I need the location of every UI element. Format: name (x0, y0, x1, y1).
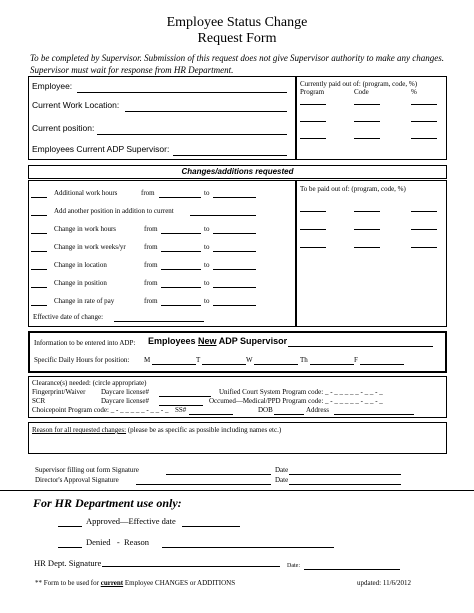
from-field-4[interactable] (161, 251, 201, 252)
new-paid-code-2[interactable] (354, 229, 380, 230)
to-label-6: to (204, 279, 210, 287)
check-rate-of-pay[interactable] (31, 305, 47, 306)
to-label-7: to (204, 297, 210, 305)
denied-label: Denied - Reason (86, 537, 150, 547)
unified-court-system[interactable]: Unified Court System Program code: _ - _ _ _ _ _ - _ _ - _ (219, 388, 383, 396)
from-label-7: from (144, 297, 158, 305)
from-field-3[interactable] (161, 233, 201, 234)
hr-date-label: Date: (287, 563, 300, 569)
footer-note: ** Form to be used for current Employee CHANGES or ADDITIONS (35, 579, 236, 587)
new-paid-code-1[interactable] (354, 211, 380, 212)
paid-code-2[interactable] (354, 121, 380, 122)
to-label-5: to (204, 261, 210, 269)
to-field-4[interactable] (213, 251, 256, 252)
paid-pct-1[interactable] (411, 104, 437, 105)
from-label-1: from (141, 189, 155, 197)
program-col: Program (300, 88, 325, 96)
director-signature-field[interactable] (136, 484, 271, 485)
ssn-label: SS# (175, 406, 187, 414)
intro-text: To be completed by Supervisor. Submission of this request does not give Supervisor authority to make any changes. Supervisor must wait for response from HR Department. (30, 53, 445, 75)
denied-check[interactable] (58, 547, 82, 548)
employee-label: Employee: (32, 81, 73, 91)
daycare-license-1[interactable]: Daycare license# (101, 388, 149, 396)
daycare-license-2[interactable]: Daycare license# (101, 397, 149, 405)
change-label-7: Change in rate of pay (54, 297, 115, 305)
position-field[interactable] (97, 134, 287, 135)
adp-new-supervisor-field[interactable] (288, 346, 433, 347)
effective-date-hr-field[interactable] (182, 526, 240, 527)
change-label-6: Change in position (54, 279, 107, 287)
day-friday: F (354, 356, 358, 364)
from-label-3: from (144, 225, 158, 233)
divider (0, 490, 474, 491)
to-field-5[interactable] (213, 269, 256, 270)
paid-out-label: Currently paid out of: (program, code, %) (300, 80, 418, 88)
percent-col: % (411, 88, 417, 96)
reason-label: Reason for all requested changes: (please be as specific as possible including names etc.) (32, 426, 282, 434)
fingerprint-waiver[interactable]: Fingerprint/Waiver (32, 388, 86, 396)
change-label-4: Change in work weeks/yr (54, 243, 126, 251)
paid-program-3[interactable] (300, 138, 326, 139)
daycare-license-1-field[interactable] (159, 396, 211, 397)
check-add-position[interactable] (31, 215, 47, 216)
day-monday: M (144, 356, 151, 364)
wednesday-hours[interactable] (254, 364, 298, 365)
tuesday-hours[interactable] (202, 364, 246, 365)
day-wednesday: W (246, 356, 253, 364)
check-work-hours[interactable] (31, 233, 47, 234)
supervisor-date-label: Date (275, 466, 289, 474)
change-label-1: Additional work hours (54, 189, 118, 197)
approved-label: Approved—Effective date (86, 516, 176, 526)
supervisor-signature-label: Supervisor filling out form Signature (35, 466, 139, 474)
employee-info-box (28, 76, 296, 160)
change-label-2: Add another position in addition to current (54, 207, 174, 215)
check-position[interactable] (31, 287, 47, 288)
check-additional-hours[interactable] (31, 197, 47, 198)
code-col: Code (354, 88, 369, 96)
paid-out-box (296, 76, 447, 160)
new-paid-program-2[interactable] (300, 229, 326, 230)
day-tuesday: T (196, 356, 201, 364)
from-field-6[interactable] (161, 287, 201, 288)
to-be-paid-box (296, 180, 447, 327)
form-subtitle: Request Form (197, 31, 277, 46)
adp-supervisor-field[interactable] (173, 155, 287, 156)
new-paid-pct-3[interactable] (411, 247, 437, 248)
updated-date: updated: 11/6/2012 (357, 579, 411, 587)
hours-label: Specific Daily Hours for position: (34, 356, 130, 364)
director-date-field[interactable] (289, 484, 401, 485)
dob-field[interactable] (274, 414, 304, 415)
address-field[interactable] (334, 414, 414, 415)
form-title: Employee Status Change (166, 15, 308, 30)
new-paid-program-3[interactable] (300, 247, 326, 248)
denied-reason-field[interactable] (162, 547, 334, 548)
thursday-hours[interactable] (310, 364, 354, 365)
from-label-5: from (144, 261, 158, 269)
check-location[interactable] (31, 269, 47, 270)
change-label-5: Change in location (54, 261, 107, 269)
effective-date-label: Effective date of change: (33, 313, 104, 321)
paid-program-2[interactable] (300, 121, 326, 122)
work-location-field[interactable] (125, 111, 287, 112)
director-date-label: Date (275, 476, 289, 484)
supervisor-date-field[interactable] (289, 474, 401, 475)
choicepoint[interactable]: Choicepoint Program code: _ - _ _ _ _ _ - _ _ - _ (32, 406, 169, 414)
clearance-box (28, 376, 447, 418)
from-field-1[interactable] (159, 197, 201, 198)
scr[interactable]: SCR (32, 397, 46, 405)
paid-program-1[interactable] (300, 104, 326, 105)
adp-prefix: Information to be entered into ADP: (34, 339, 136, 347)
from-field-5[interactable] (161, 269, 201, 270)
new-paid-pct-2[interactable] (411, 229, 437, 230)
day-thursday: Th (300, 356, 308, 364)
to-label-4: to (204, 243, 210, 251)
monday-hours[interactable] (152, 364, 196, 365)
paid-code-3[interactable] (354, 138, 380, 139)
hr-signature-label: HR Dept. Signature (34, 558, 102, 568)
hr-header: For HR Department use only: (33, 496, 182, 510)
paid-code-1[interactable] (354, 104, 380, 105)
friday-hours[interactable] (360, 364, 404, 365)
clearance-header: Clearance(s) needed: (circle appropriate) (32, 379, 147, 387)
to-field-6[interactable] (213, 287, 256, 288)
to-label-1: to (204, 189, 210, 197)
add-position-field[interactable] (190, 215, 256, 216)
hr-date-field[interactable] (304, 569, 400, 570)
adp-box (28, 331, 447, 373)
dob-label: DOB (258, 406, 273, 414)
to-be-paid-label: To be paid out of: (program, code, %) (300, 185, 406, 193)
effective-date-field[interactable] (114, 321, 204, 322)
position-label: Current position: (32, 123, 95, 133)
change-label-3: Change in work hours (54, 225, 117, 233)
reason-box[interactable] (28, 422, 447, 454)
director-signature-label: Director's Approval Signature (35, 476, 119, 484)
to-label-3: to (204, 225, 210, 233)
adp-supervisor-label: Employees Current ADP Supervisor: (32, 144, 170, 154)
hr-signature-field[interactable] (102, 566, 280, 567)
check-work-weeks[interactable] (31, 251, 47, 252)
new-paid-pct-1[interactable] (411, 211, 437, 212)
to-field-1[interactable] (213, 197, 256, 198)
from-label-6: from (144, 279, 158, 287)
address-label: Address (306, 406, 329, 414)
employee-field[interactable] (77, 92, 287, 93)
from-label-4: from (144, 243, 158, 251)
new-paid-program-1[interactable] (300, 211, 326, 212)
paid-pct-3[interactable] (411, 138, 437, 139)
to-field-3[interactable] (213, 233, 256, 234)
approved-check[interactable] (58, 526, 82, 527)
from-field-7[interactable] (161, 305, 201, 306)
paid-pct-2[interactable] (411, 121, 437, 122)
work-location-label: Current Work Location: (32, 100, 120, 110)
changes-header: Changes/additions requested (28, 165, 447, 179)
new-paid-code-3[interactable] (354, 247, 380, 248)
adp-new-supervisor-label: Employees New ADP Supervisor (148, 336, 288, 346)
to-field-7[interactable] (213, 305, 256, 306)
occumed-medical[interactable]: Occumed—Medical/PPD Program code: _ - _ _ _ _ _ - _ _ - _ (209, 397, 383, 405)
ssn-field[interactable] (189, 414, 233, 415)
supervisor-signature-field[interactable] (166, 474, 271, 475)
